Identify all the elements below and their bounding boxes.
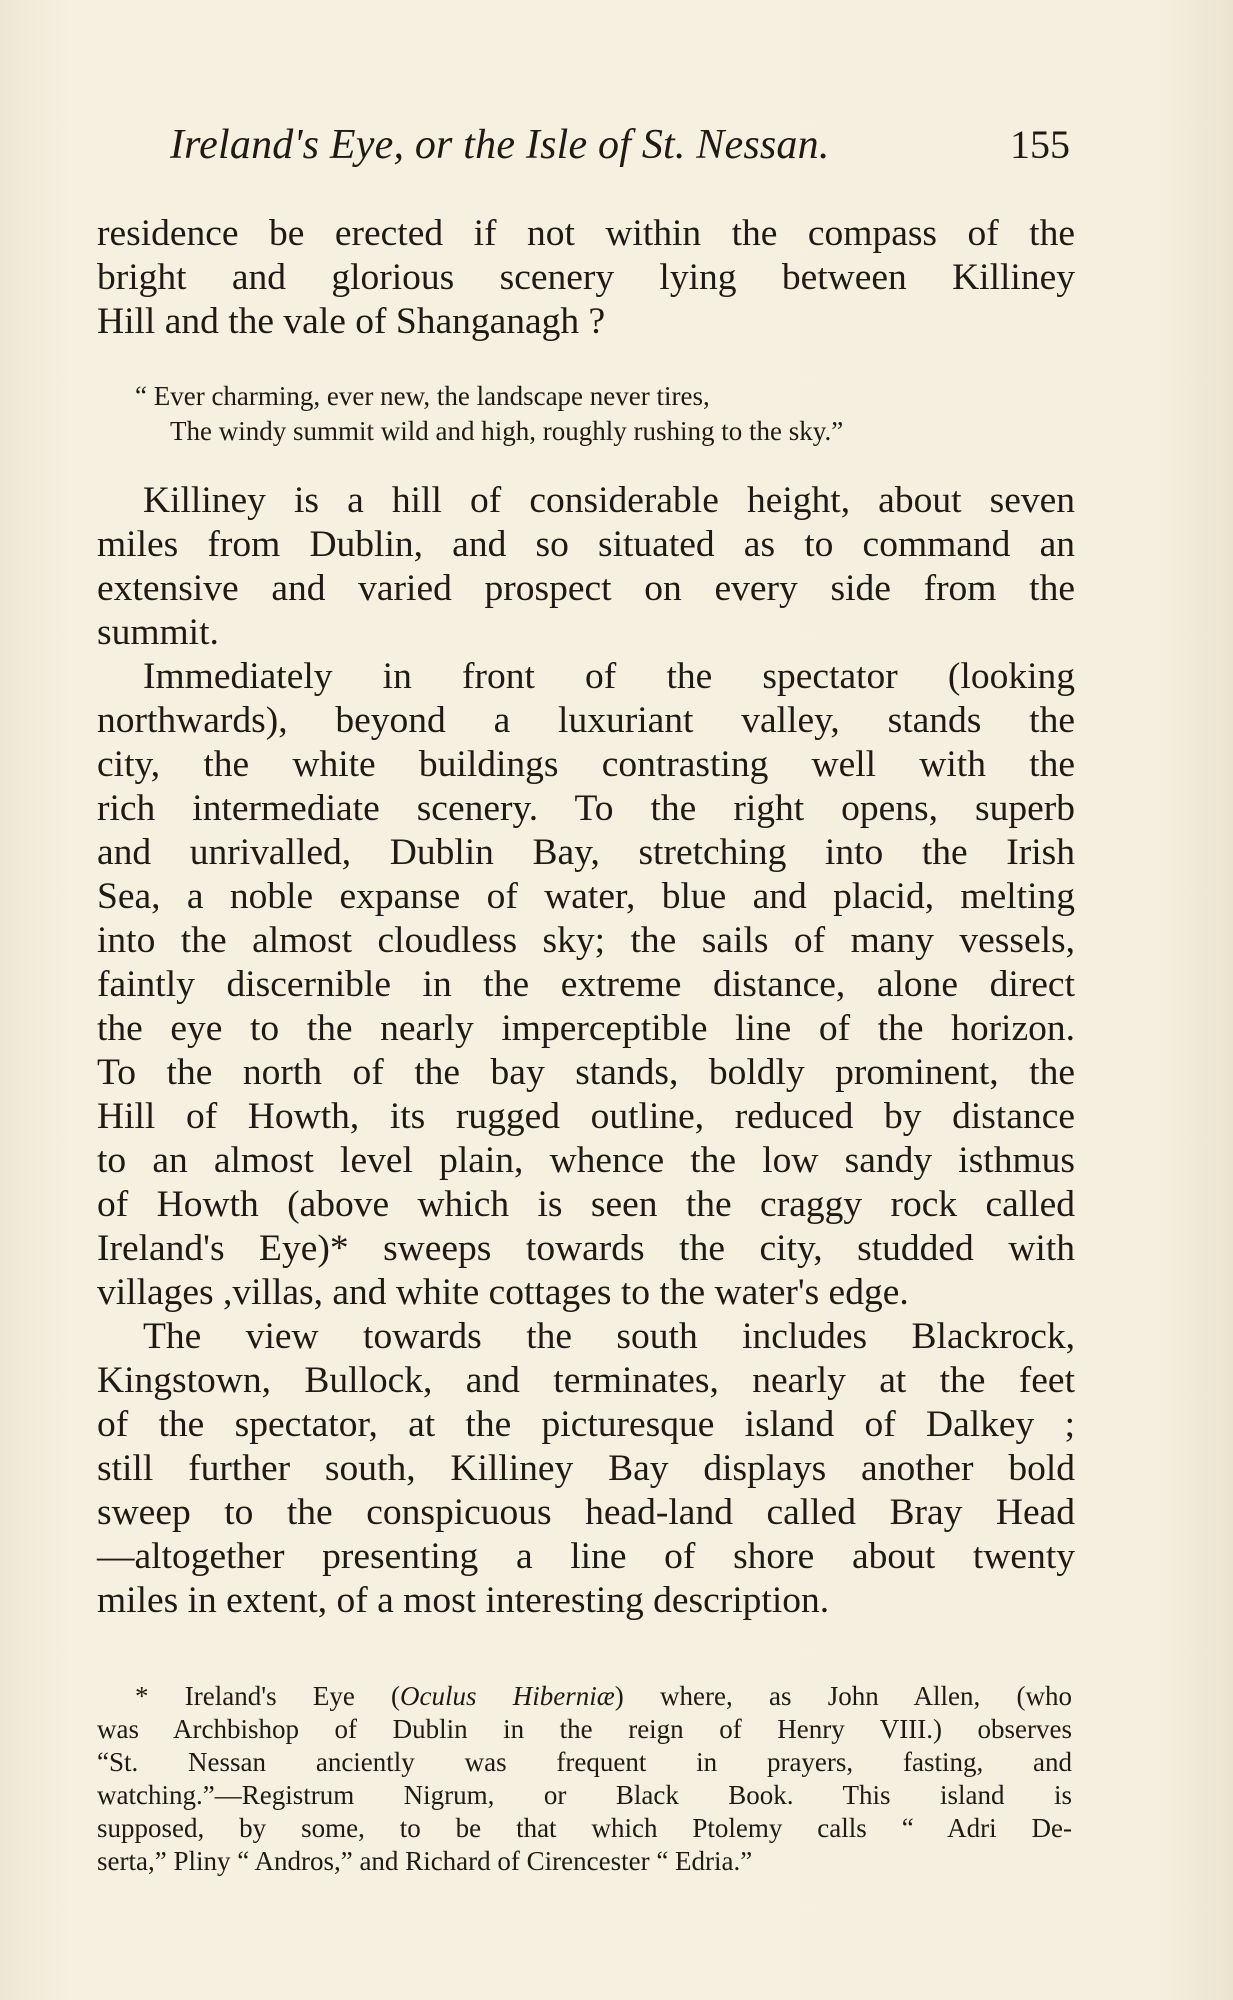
body-line: into the almost cloudless sky; the sails of many vessels, — [97, 920, 1075, 961]
body-line: Kingstown, Bullock, and terminates, nearly at the feet — [97, 1360, 1075, 1401]
footnote-latin-title: Oculus Hiberniæ — [400, 1681, 615, 1711]
footnote-line — [97, 1680, 1072, 1713]
running-title: Ireland's Eye, or the Isle of St. Nessan. — [170, 122, 830, 168]
body-line: of Howth (above which is seen the craggy rock called — [97, 1184, 1075, 1225]
body-line: northwards), beyond a luxuriant valley, stands the — [97, 700, 1075, 741]
body-line: faintly discernible in the extreme distance, alone direct — [97, 964, 1075, 1005]
paragraph — [97, 655, 1075, 1315]
footnote-line: supposed, by some, to be that which Ptolemy calls “ Adri De- — [97, 1813, 1072, 1843]
body-line: the eye to the nearly imperceptible line of the horizon. — [97, 1008, 1075, 1049]
quote-line: The windy summit wild and high, roughly rushing to the sky.” — [170, 416, 844, 446]
footnote-line: watching.”—Registrum Nigrum, or Black Book. This island is — [97, 1780, 1072, 1810]
body-line: To the north of the bay stands, boldly prominent, the — [97, 1052, 1075, 1093]
body-line: bright and glorious scenery lying between Killiney — [97, 257, 1075, 298]
body-line: extensive and varied prospect on every side from the — [97, 568, 1075, 609]
quote-line: “ Ever charming, ever new, the landscape never tires, — [135, 381, 710, 411]
body-line: to an almost level plain, whence the low sandy isthmus — [97, 1140, 1075, 1181]
body-line: residence be erected if not within the compass of the — [97, 213, 1075, 254]
body-line: rich intermediate scenery. To the right opens, superb — [97, 788, 1075, 829]
body-line: The view towards the south includes Blackrock, — [143, 1316, 1075, 1357]
body-line: miles from Dublin, and so situated as to command an — [97, 524, 1075, 565]
body-line: Hill of Howth, its rugged outline, reduced by distance — [97, 1096, 1075, 1137]
body-line: of the spectator, at the picturesque island of Dalkey ; — [97, 1404, 1075, 1445]
main-text — [97, 212, 1075, 1623]
body-line: Immediately in front of the spectator (looking — [143, 656, 1075, 697]
page-header — [170, 121, 1070, 181]
body-line: Ireland's Eye)* sweeps towards the city, studded with — [97, 1228, 1075, 1269]
body-line: miles in extent, of a most interesting description. — [97, 1580, 830, 1621]
body-line: summit. — [97, 612, 219, 653]
page-number: 155 — [1010, 122, 1070, 167]
body-line: Sea, a noble expanse of water, blue and placid, melting — [97, 876, 1075, 917]
body-line: villages ,villas, and white cottages to the water's edge. — [97, 1272, 909, 1313]
footnote-line: was Archbishop of Dublin in the reign of Henry VIII.) observes — [97, 1714, 1072, 1744]
footnote-line: “St. Nessan anciently was frequent in prayers, fasting, and — [97, 1747, 1072, 1777]
body-line: and unrivalled, Dublin Bay, stretching into the Irish — [97, 832, 1075, 873]
body-line: city, the white buildings contrasting well with the — [97, 744, 1075, 785]
body-line: Killiney is a hill of considerable height, about seven — [143, 480, 1075, 521]
footnote — [97, 1680, 1072, 1878]
footnote-text: * Ireland's Eye ( — [135, 1681, 401, 1711]
body-line: Hill and the vale of Shanganagh ? — [97, 301, 606, 342]
paragraph — [97, 479, 1075, 655]
verse-quote — [135, 379, 1031, 449]
body-line: —altogether presenting a line of shore about twenty — [97, 1536, 1075, 1577]
body-line: still further south, Killiney Bay displays another bold — [97, 1448, 1075, 1489]
body-line: sweep to the conspicuous head-land called Bray Head — [97, 1492, 1075, 1533]
footnote-text: ) where, as John Allen, (who — [614, 1681, 1072, 1711]
paragraph — [97, 1315, 1075, 1623]
footnote-line: serta,” Pliny “ Andros,” and Richard of Cirencester “ Edria.” — [97, 1846, 753, 1876]
